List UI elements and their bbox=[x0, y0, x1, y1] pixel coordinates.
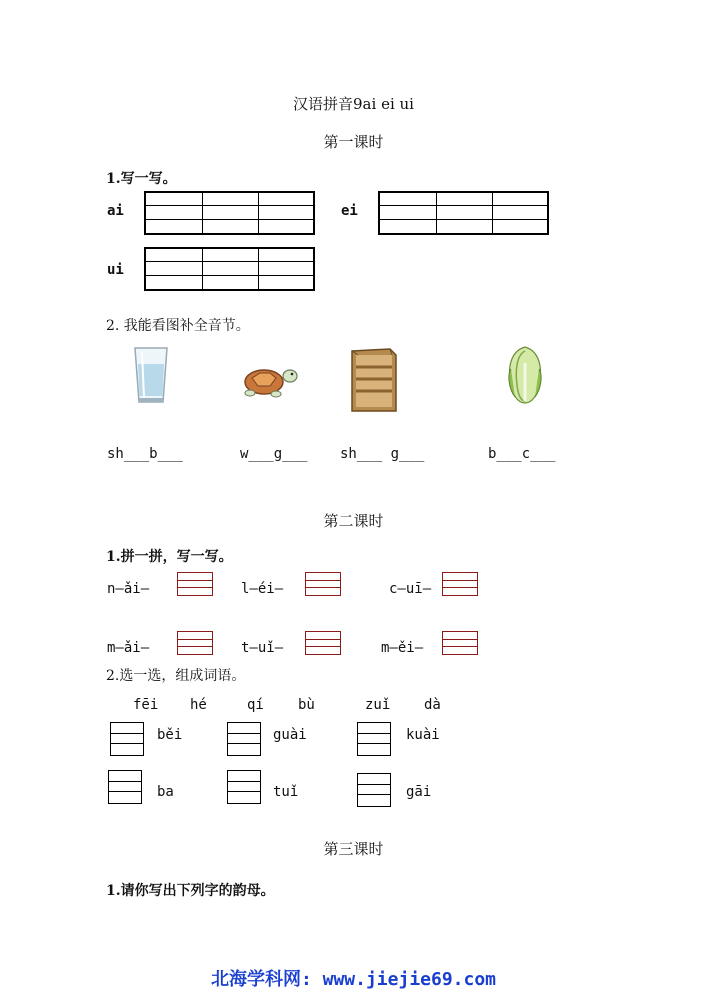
word-gai: gāi bbox=[406, 784, 432, 800]
word-bei: běi bbox=[157, 727, 183, 743]
spell-mai: m—ǎi— bbox=[107, 640, 150, 656]
spell-mei: m—ěi— bbox=[381, 640, 424, 656]
choice-fei: fēi bbox=[133, 697, 159, 713]
blank-turtle[interactable]: w___g___ bbox=[240, 446, 308, 462]
lesson3-q1: 1.请你写出下列字的韵母。 bbox=[106, 883, 275, 899]
lesson1-q1: 1.写一写。 bbox=[106, 171, 177, 187]
answer-box-kuai[interactable] bbox=[357, 722, 391, 756]
lesson2-heading: 第二课时 bbox=[323, 512, 384, 530]
writing-grid-ai[interactable] bbox=[144, 191, 315, 235]
answer-box-ba[interactable] bbox=[108, 770, 142, 804]
answer-box-mai[interactable] bbox=[177, 631, 213, 655]
label-ui: ui bbox=[107, 262, 124, 278]
label-ai: ai bbox=[107, 203, 124, 219]
lesson1-q2: 2. 我能看图补全音节。 bbox=[106, 318, 250, 334]
word-ba: ba bbox=[157, 784, 174, 800]
blank-water-cup[interactable]: sh___b___ bbox=[107, 446, 183, 462]
answer-box-tui[interactable] bbox=[305, 631, 341, 655]
footer-watermark: 北海学科网: www.jiejie69.com bbox=[210, 969, 497, 990]
answer-box-lei[interactable] bbox=[305, 572, 341, 596]
answer-box-nai[interactable] bbox=[177, 572, 213, 596]
glass-cup-icon bbox=[133, 346, 169, 404]
turtle-icon bbox=[240, 364, 298, 398]
answer-box-cui[interactable] bbox=[442, 572, 478, 596]
lesson3-heading: 第三课时 bbox=[323, 840, 384, 858]
answer-box-bei[interactable] bbox=[110, 722, 144, 756]
cabbage-icon bbox=[505, 345, 545, 405]
spell-lei: l—éi— bbox=[241, 581, 284, 597]
word-guai: guài bbox=[273, 727, 307, 743]
page-title: 汉语拼音9ai ei ui bbox=[293, 95, 414, 113]
choice-zui: zuǐ bbox=[365, 697, 391, 713]
lesson2-q1: 1.拼一拼，写一写。 bbox=[106, 549, 233, 565]
answer-box-mei[interactable] bbox=[442, 631, 478, 655]
writing-grid-ui[interactable] bbox=[144, 247, 315, 291]
answer-box-gai[interactable] bbox=[357, 773, 391, 807]
lesson1-heading: 第一课时 bbox=[323, 133, 384, 151]
blank-cabbage[interactable]: b___c___ bbox=[488, 446, 556, 462]
lesson2-q2: 2.选一选，组成词语。 bbox=[106, 668, 246, 684]
choice-qi: qí bbox=[247, 697, 264, 713]
answer-box-guai[interactable] bbox=[227, 722, 261, 756]
label-ei: ei bbox=[341, 203, 358, 219]
spell-cui: c—uī— bbox=[389, 581, 432, 597]
choice-he: hé bbox=[190, 697, 207, 713]
answer-box-tui[interactable] bbox=[227, 770, 261, 804]
writing-grid-ei[interactable] bbox=[378, 191, 549, 235]
choice-da: dà bbox=[424, 697, 441, 713]
word-kuai: kuài bbox=[406, 727, 440, 743]
bookshelf-icon bbox=[350, 347, 398, 413]
spell-tui: t—uǐ— bbox=[241, 640, 284, 656]
blank-bookshelf[interactable]: sh___ g___ bbox=[340, 446, 425, 462]
spell-nai: n—ǎi— bbox=[107, 581, 150, 597]
word-tui: tuǐ bbox=[273, 784, 299, 800]
choice-bu: bù bbox=[298, 697, 315, 713]
